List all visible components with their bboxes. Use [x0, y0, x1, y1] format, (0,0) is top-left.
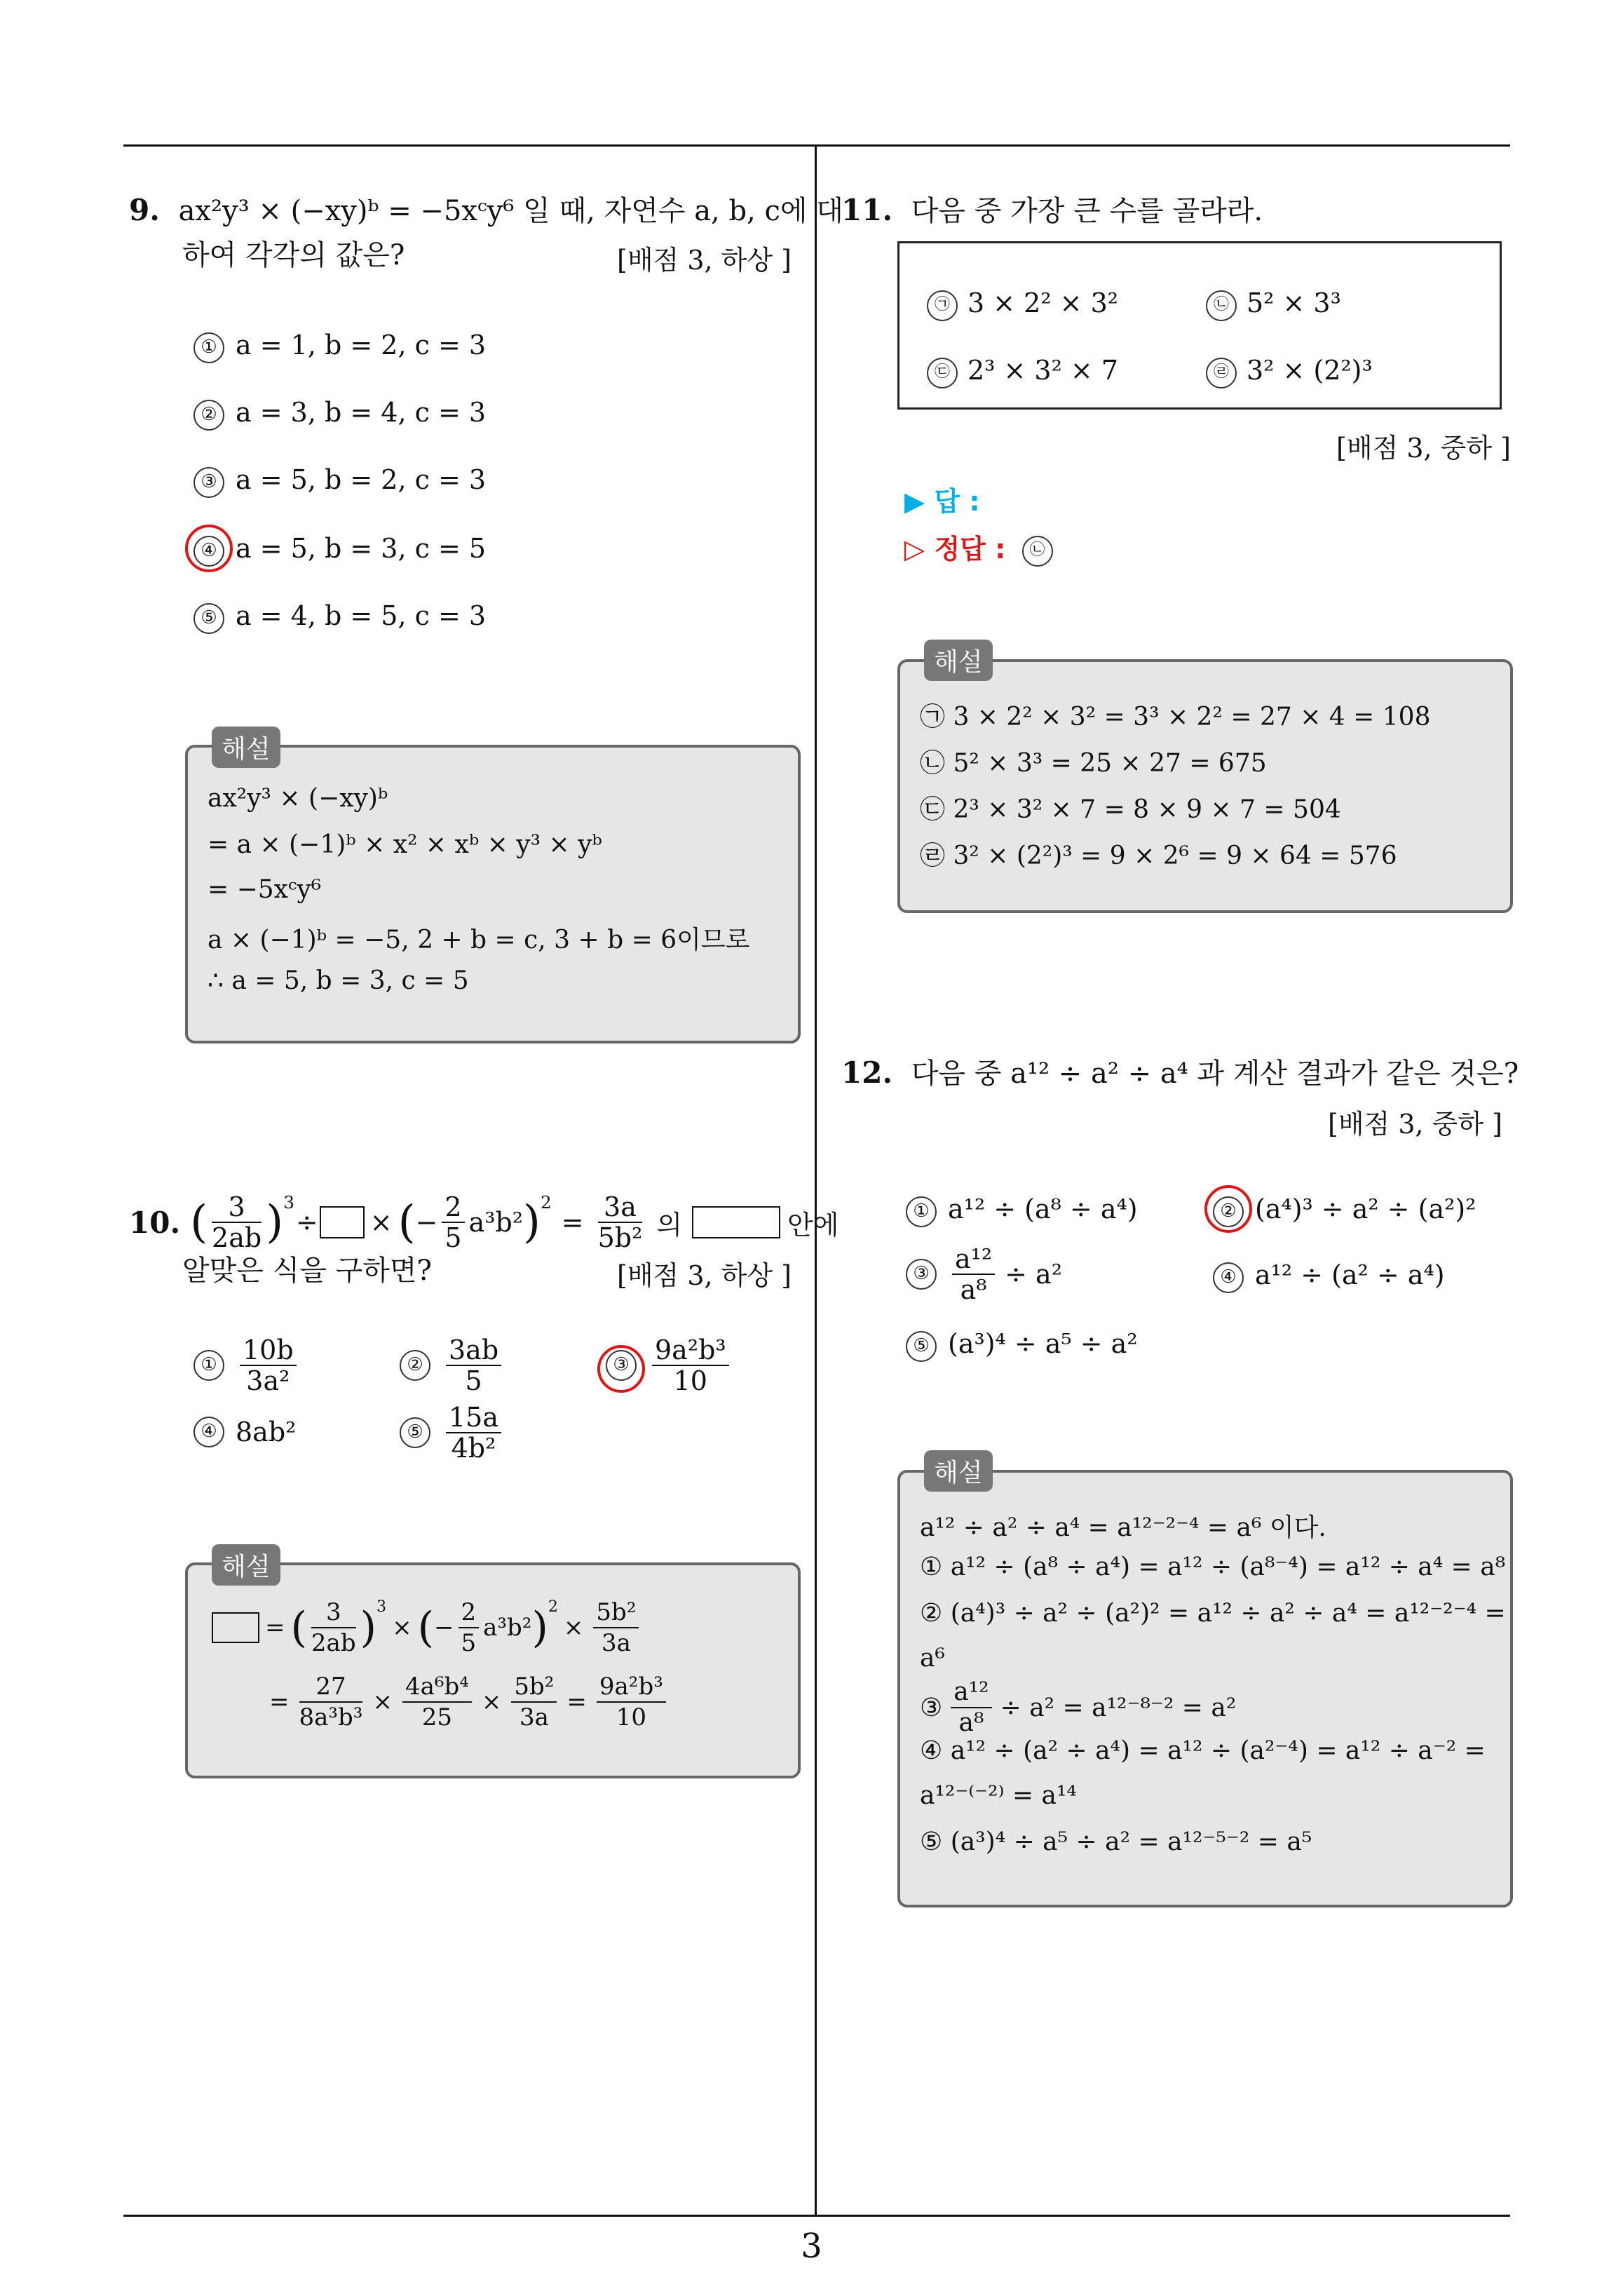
- q12-option-2-num: ②: [1213, 1196, 1244, 1227]
- q12-option-4[interactable]: ④ a¹² ÷ (a² ÷ a⁴): [1213, 1260, 1445, 1293]
- q9-option-3[interactable]: [193, 464, 486, 498]
- q9-option-1-text: a = 1, b = 2, c = 3: [236, 330, 487, 360]
- q12-number: 12.: [841, 1055, 893, 1090]
- q9-answer-mark: [185, 525, 233, 572]
- q9-text-line1: ax²y³ × (−xy)ᵇ = −5xᶜy⁶ 일 때, 자연수 a, b, c에 대: [178, 195, 843, 227]
- q10-option-1[interactable]: ① $\frac{10b}{\text{3a²}}$: [193, 1335, 301, 1396]
- q12-sol-line7: ⑤ (a³)⁴ ÷ a⁵ ÷ a² = a¹²⁻⁵⁻² = a⁵: [920, 1828, 1312, 1856]
- q11-choice-c: ㉢ 2³ × 3² × 7: [927, 355, 1118, 389]
- q11-sol-line3: ㉢ 2³ × 3² × 7 = 8 × 9 × 7 = 504: [920, 795, 1341, 824]
- q9-option-1-num: ①: [193, 332, 224, 363]
- q9-meta: [배점 3, 하상 ]: [617, 245, 792, 276]
- q9-sol-line4: a × (−1)ᵇ = −5, 2 + b = c, 3 + b = 6이므로: [208, 926, 750, 954]
- q10-option-3-num: ③: [606, 1350, 637, 1381]
- q11-solution-tag: 해설: [924, 640, 993, 681]
- q12-sol-line4: ③ $\frac{\text{a¹²}}{\text{a⁸}}$ ÷ a² = a¹²⁻⁸⁻² = a²: [920, 1677, 1237, 1737]
- q10-option-3[interactable]: ③ $\frac{\text{9a²b³}}{10}$: [606, 1335, 733, 1396]
- q12-option-1[interactable]: ① a¹² ÷ (a⁸ ÷ a⁴): [906, 1194, 1138, 1227]
- q10-solution-box: [185, 1562, 801, 1778]
- q11-sol-line1: ㉠ 3 × 2² × 3² = 3³ × 2² = 27 × 4 = 108: [920, 703, 1431, 731]
- q9-sol-line1: ax²y³ × (−xy)ᵇ: [208, 784, 388, 813]
- q9-option-2-text: a = 3, b = 4, c = 3: [236, 397, 487, 428]
- q12-sol-line5: ④ a¹² ÷ (a² ÷ a⁴) = a¹² ÷ (a²⁻⁴) = a¹² ÷ a⁻² =: [920, 1736, 1486, 1765]
- q10-option-4[interactable]: ④ 8ab²: [193, 1417, 296, 1447]
- q9-text-line2: 하여 각각의 값은?: [182, 239, 405, 271]
- q9-option-4-text: a = 5, b = 3, c = 5: [236, 533, 487, 564]
- q10-option-4-num: ④: [193, 1417, 224, 1447]
- q11-question: 다음 중 가장 큰 수를 골라라.: [911, 195, 1263, 227]
- q12-sol-line3: ② (a⁴)³ ÷ a² ÷ (a²)² = a¹² ÷ a² ÷ a⁴ = a¹²⁻²⁻⁴ =: [920, 1599, 1506, 1628]
- q11-correct-value: ㉡: [1022, 536, 1053, 567]
- q10-solution-tag: 해설: [212, 1544, 280, 1586]
- q10-answer-mark: [597, 1345, 645, 1393]
- q12-option-4-num: ④: [1213, 1262, 1244, 1293]
- q9-option-4[interactable]: [193, 533, 486, 567]
- q12-sol-line6: a¹²⁻⁽⁻²⁾ = a¹⁴: [920, 1781, 1077, 1810]
- q9-number: 9.: [129, 193, 160, 227]
- q11-line1: [841, 189, 1263, 232]
- q12-line1: [841, 1052, 1519, 1095]
- q9-option-2-num: ②: [193, 400, 224, 431]
- q11-choice-b: ㉡ 5² × 3³: [1206, 288, 1341, 321]
- q10-text-line2: 알맞은 식을 구하면?: [182, 1255, 432, 1287]
- q11-choice-a: ㉠ 3 × 2² × 3²: [927, 288, 1118, 321]
- bottom-rule: [123, 2215, 1510, 2217]
- q10-option-1-num: ①: [193, 1350, 224, 1381]
- q9-option-5-num: ⑤: [193, 603, 224, 634]
- q12-option-5[interactable]: ⑤ (a³)⁴ ÷ a⁵ ÷ a²: [906, 1328, 1138, 1362]
- q9-sol-line5: ∴ a = 5, b = 3, c = 5: [208, 966, 469, 995]
- q12-option-1-num: ①: [906, 1196, 937, 1227]
- q12-question: 다음 중 a¹² ÷ a² ÷ a⁴ 과 계산 결과가 같은 것은?: [911, 1058, 1519, 1090]
- q10-meta: [배점 3, 하상 ]: [617, 1260, 792, 1291]
- q11-meta: [배점 3, 중하 ]: [1336, 433, 1511, 464]
- q9-option-2[interactable]: [193, 397, 486, 431]
- q10-frac1: $\frac{3}{2ab}$: [212, 1191, 262, 1253]
- q10-sol-line1: = ( $\frac{3}{2ab}$ ) $^3$ × ( − $\frac{2}{5}$ a³b² ) $^2$ × $\frac{\text{5b²}}{3a}$: [212, 1598, 643, 1658]
- q12-meta: [배점 3, 중하 ]: [1328, 1109, 1502, 1140]
- q9-option-1[interactable]: [193, 330, 486, 363]
- q12-solution-tag: 해설: [924, 1450, 993, 1492]
- q10-number: 10.: [129, 1205, 181, 1240]
- q9-option-5[interactable]: [193, 600, 486, 634]
- q10-sol-line2: = $\frac{27}{\text{8a³b³}}$ × $\frac{\text{4a⁶b⁴}}{25}$ × $\frac{\text{5b²}}{3a}$ = $\frac{\text{9a²b³}}{10}$: [264, 1672, 670, 1732]
- q10-frac2: $\frac{2}{5}$: [442, 1192, 464, 1252]
- q11-number: 11.: [841, 193, 893, 227]
- q12-option-3-num: ③: [906, 1259, 937, 1290]
- page-number: 3: [801, 2227, 822, 2266]
- q10-blank-box-2: [692, 1206, 780, 1238]
- q10-option-5[interactable]: ⑤ $\frac{15a}{\text{4b²}}$: [400, 1403, 505, 1463]
- q10-option-2[interactable]: ② $\frac{3ab}{5}$: [400, 1335, 505, 1396]
- q9-option-3-text: a = 5, b = 2, c = 3: [236, 464, 487, 495]
- q12-sol-line1: a¹² ÷ a² ÷ a⁴ = a¹²⁻²⁻⁴ = a⁶ 이다.: [920, 1513, 1326, 1542]
- q11-choice-d: ㉣ 3² × (2²)³: [1206, 355, 1373, 389]
- q9-option-3-num: ③: [193, 467, 224, 498]
- q11-correct-row: [904, 527, 1063, 567]
- top-rule: [123, 144, 1510, 147]
- q12-option-2[interactable]: ② (a⁴)³ ÷ a² ÷ (a²)²: [1213, 1194, 1476, 1227]
- q11-sol-line4: ㉣ 3² × (2²)³ = 9 × 2⁶ = 9 × 64 = 576: [920, 842, 1397, 870]
- q11-sol-line2: ㉡ 5² × 3³ = 25 × 27 = 675: [920, 749, 1267, 778]
- q12-option-5-num: ⑤: [906, 1331, 937, 1362]
- q9-option-4-num: ④: [193, 536, 224, 567]
- q12-sol-line2: ① a¹² ÷ (a⁸ ÷ a⁴) = a¹² ÷ (a⁸⁻⁴) = a¹² ÷ a⁴ = a⁸: [920, 1553, 1506, 1581]
- q9-option-5-text: a = 4, b = 5, c = 3: [236, 600, 487, 631]
- q9-sol-line2: = a × (−1)ᵇ × x² × xᵇ × y³ × yᵇ: [208, 830, 602, 859]
- q9-sol-line3: = −5xᶜy⁶: [208, 875, 322, 904]
- q12-answer-mark: [1204, 1185, 1252, 1233]
- column-divider: [815, 146, 817, 2215]
- q9-solution-tag: 해설: [212, 727, 280, 768]
- q10-option-5-num: ⑤: [400, 1417, 430, 1448]
- q10-blank-box: [320, 1206, 365, 1238]
- q12-sol-line3b: a⁶: [920, 1644, 945, 1673]
- q9-line1: [129, 189, 843, 232]
- q10-line1: 10. ( $\frac{3}{2ab}$ ) $^3$ ÷ × ( − $\frac{2}{5}$ a³b² ) $^2$ = $\frac{3a}{\text{5b²}}$ 의 안에: [129, 1191, 839, 1253]
- q10-frac3: $\frac{3a}{\text{5b²}}$: [597, 1191, 643, 1253]
- q11-correct-label: ▷ 정답 :: [904, 534, 1006, 565]
- q11-answer-label: ▶ 답 :: [904, 486, 980, 517]
- q12-option-3[interactable]: ③ $\frac{\text{a¹²}}{\text{a⁸}}$ ÷ a²: [906, 1244, 1062, 1304]
- q10-option-2-num: ②: [400, 1350, 430, 1381]
